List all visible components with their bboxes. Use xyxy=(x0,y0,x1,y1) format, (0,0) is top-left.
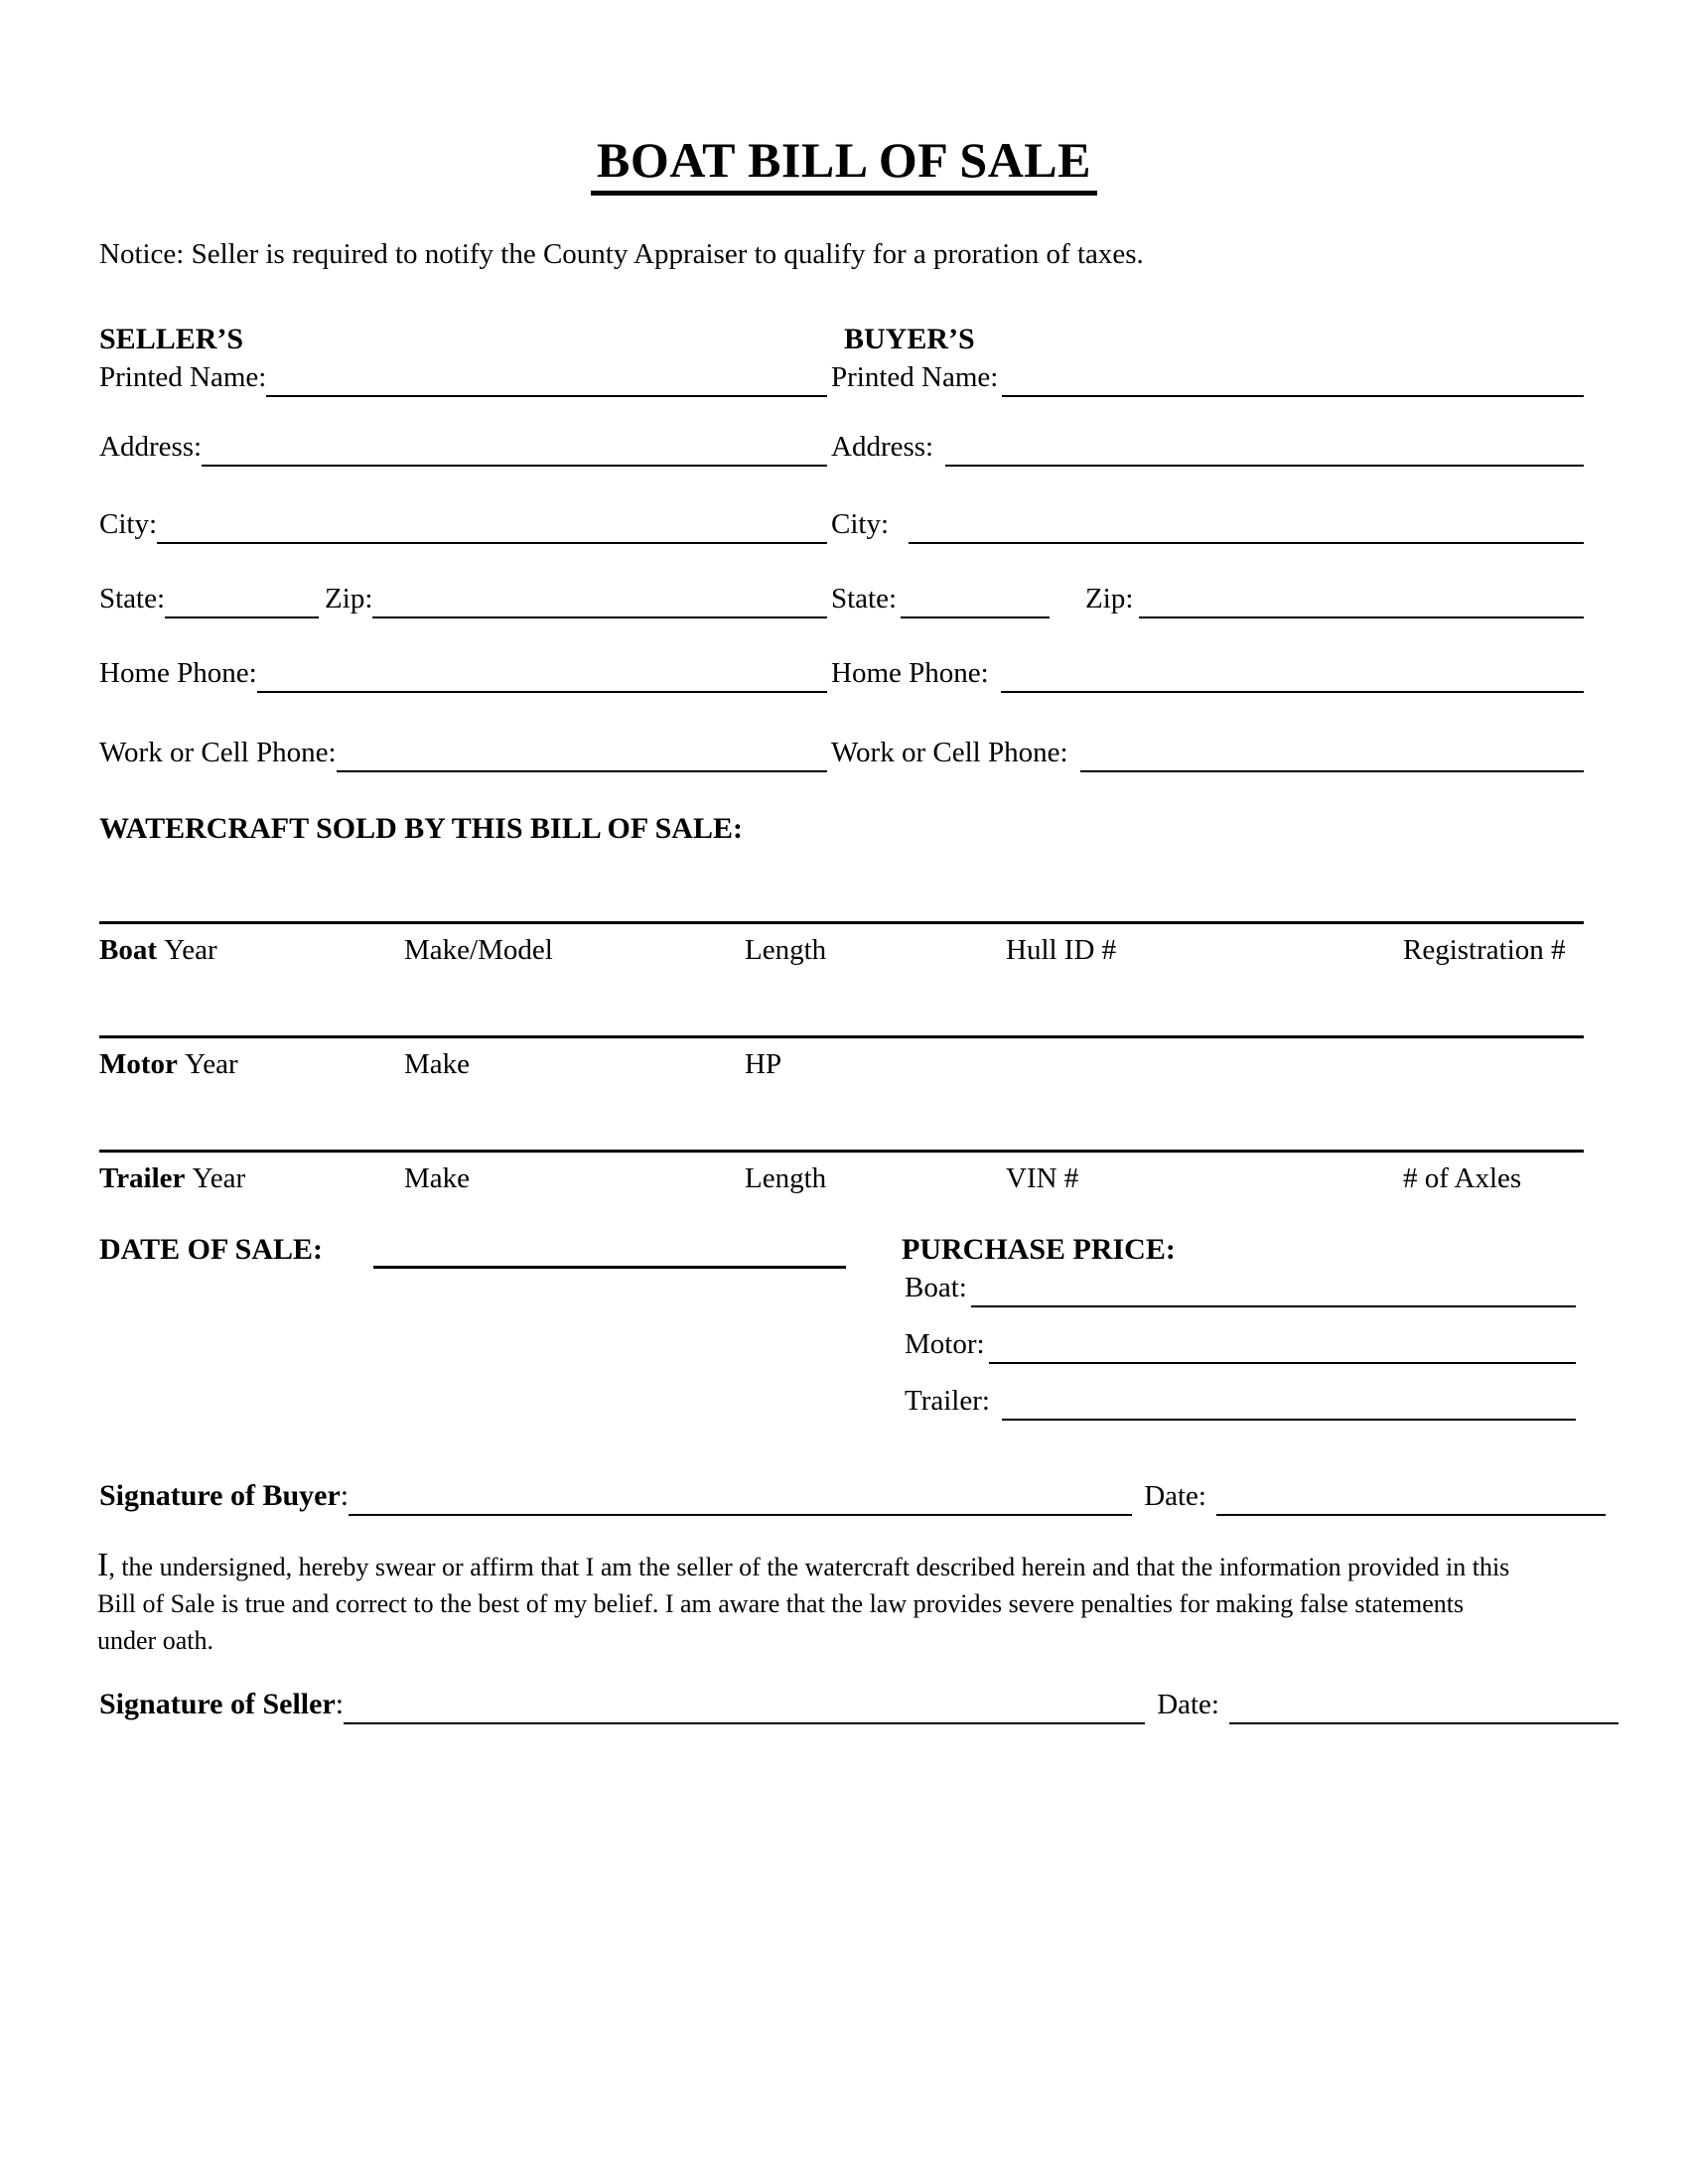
motor-name: Motor xyxy=(99,1048,178,1080)
boat-registration-header: Registration # xyxy=(1403,934,1566,966)
seller-printed-name-cell xyxy=(99,357,827,397)
seller-work-cell-phone-field[interactable] xyxy=(337,770,828,772)
seller-state-zip-cell xyxy=(99,579,827,618)
buyer-signature-row xyxy=(99,1474,1606,1516)
buyers-section-heading: BUYER’S xyxy=(844,323,975,355)
buyer-work-cell-phone-field[interactable] xyxy=(1080,770,1585,772)
boat-name: Boat xyxy=(99,934,157,966)
affidavit-lead-letter: I xyxy=(97,1547,109,1583)
date-of-sale-row xyxy=(99,1231,1584,1269)
boat-year-header xyxy=(99,934,217,967)
seller-affidavit-paragraph xyxy=(97,1547,1618,1659)
date-of-sale-field[interactable] xyxy=(373,1265,846,1269)
purchase-price-trailer-label: Trailer: xyxy=(905,1385,990,1417)
seller-printed-name-label: Printed Name: xyxy=(99,361,267,393)
buyer-signature-field[interactable] xyxy=(349,1514,1132,1516)
trailer-year-header xyxy=(99,1162,245,1195)
purchase-price-motor-field[interactable] xyxy=(989,1362,1576,1364)
buyer-signature-date-field[interactable] xyxy=(1216,1514,1606,1516)
sellers-section-heading: SELLER’S xyxy=(99,323,244,355)
date-of-sale-label: DATE OF SALE: xyxy=(99,1233,324,1266)
seller-city-cell xyxy=(99,504,827,544)
work-cell-phone-row xyxy=(99,733,1584,772)
seller-city-field[interactable] xyxy=(157,542,827,544)
buyer-city-cell xyxy=(831,504,1584,544)
buyer-state-zip-cell xyxy=(831,579,1584,618)
buyer-home-phone-label: Home Phone: xyxy=(831,657,989,689)
buyer-city-field[interactable] xyxy=(909,542,1584,544)
seller-home-phone-cell xyxy=(99,653,827,693)
buyer-printed-name-label: Printed Name: xyxy=(831,361,999,393)
seller-home-phone-field[interactable] xyxy=(257,691,827,693)
seller-signature-label xyxy=(99,1690,344,1724)
buyer-state-label: State: xyxy=(831,583,898,614)
seller-address-label: Address: xyxy=(99,431,203,463)
boat-length-header: Length xyxy=(745,934,827,966)
seller-date-label: Date: xyxy=(1157,1689,1219,1720)
affidavit-line-1 xyxy=(97,1547,1618,1585)
trailer-name: Trailer xyxy=(99,1162,186,1194)
buyer-home-phone-field[interactable] xyxy=(1001,691,1584,693)
motor-year-label: Year xyxy=(185,1048,238,1080)
affidavit-line-3: under oath. xyxy=(97,1626,213,1655)
buyer-address-label: Address: xyxy=(831,431,934,463)
seller-zip-field[interactable] xyxy=(372,616,827,618)
home-phone-row xyxy=(99,653,1584,693)
trailer-make-header: Make xyxy=(404,1162,471,1194)
motor-year-header xyxy=(99,1048,238,1081)
boat-make-model-header: Make/Model xyxy=(404,934,553,966)
seller-signature-colon: : xyxy=(335,1688,345,1720)
purchase-price-trailer-row xyxy=(905,1385,1576,1421)
title-block xyxy=(0,131,1688,196)
purchase-price-motor-label: Motor: xyxy=(905,1328,985,1360)
seller-work-cell-phone-label: Work or Cell Phone: xyxy=(99,737,337,768)
affidavit-line-2: Bill of Sale is true and correct to the best of my belief. I am aware that the law provides severe penalties for making false statements xyxy=(97,1589,1465,1618)
seller-state-label: State: xyxy=(99,583,166,614)
purchase-price-motor-row xyxy=(905,1328,1576,1364)
trailer-length-header: Length xyxy=(745,1162,827,1194)
buyer-signature-label xyxy=(99,1481,349,1516)
buyer-date-label: Date: xyxy=(1144,1480,1206,1512)
trailer-vin-header: VIN # xyxy=(1006,1162,1079,1194)
seller-work-cell-phone-cell xyxy=(99,733,827,772)
state-zip-row xyxy=(99,579,1584,618)
seller-address-cell xyxy=(99,427,827,467)
buyer-state-field[interactable] xyxy=(901,616,1050,618)
printed-name-row xyxy=(99,357,1584,397)
seller-signature-label-text: Signature of Seller xyxy=(99,1688,336,1720)
buyer-zip-label: Zip: xyxy=(1085,583,1134,614)
buyer-address-field[interactable] xyxy=(945,465,1584,467)
trailer-year-label: Year xyxy=(192,1162,246,1194)
buyer-work-cell-phone-cell xyxy=(831,733,1584,772)
motor-make-header: Make xyxy=(404,1048,471,1080)
buyer-work-cell-phone-label: Work or Cell Phone: xyxy=(831,737,1068,768)
purchase-price-boat-label: Boat: xyxy=(905,1272,967,1303)
watercraft-section-heading: WATERCRAFT SOLD BY THIS BILL OF SALE: xyxy=(99,812,743,845)
trailer-axles-header: # of Axles xyxy=(1403,1162,1522,1194)
notice-text: Notice: Seller is required to notify the County Appraiser to qualify for a proration of taxes. xyxy=(99,238,1144,270)
buyer-address-cell xyxy=(831,427,1584,467)
seller-address-field[interactable] xyxy=(202,465,827,467)
buyer-city-label: City: xyxy=(831,508,890,540)
trailer-table-row xyxy=(99,1150,1584,1204)
motor-hp-header: HP xyxy=(745,1048,782,1080)
affidavit-line-1-text: , the undersigned, hereby swear or affirm that I am the seller of the watercraft described herein and that the information provided in this xyxy=(108,1553,1510,1581)
purchase-price-heading: PURCHASE PRICE: xyxy=(902,1233,1176,1266)
purchase-price-boat-row xyxy=(905,1272,1576,1307)
seller-state-field[interactable] xyxy=(165,616,319,618)
buyer-home-phone-cell xyxy=(831,653,1584,693)
buyer-printed-name-field[interactable] xyxy=(1002,395,1584,397)
seller-printed-name-field[interactable] xyxy=(266,395,827,397)
buyer-zip-field[interactable] xyxy=(1139,616,1584,618)
address-row xyxy=(99,427,1584,467)
seller-city-label: City: xyxy=(99,508,158,540)
boat-hull-id-header: Hull ID # xyxy=(1006,934,1117,966)
document-title: BOAT BILL OF SALE xyxy=(591,131,1097,196)
seller-signature-field[interactable] xyxy=(344,1722,1145,1724)
seller-signature-date-field[interactable] xyxy=(1229,1722,1618,1724)
motor-table-row xyxy=(99,1035,1584,1090)
seller-home-phone-label: Home Phone: xyxy=(99,657,257,689)
purchase-price-boat-field[interactable] xyxy=(971,1305,1576,1307)
buyer-signature-label-text: Signature of Buyer xyxy=(99,1479,341,1512)
buyer-printed-name-cell xyxy=(831,357,1584,397)
purchase-price-trailer-field[interactable] xyxy=(1002,1419,1576,1421)
boat-year-label: Year xyxy=(164,934,217,966)
seller-zip-label: Zip: xyxy=(325,583,373,614)
city-row xyxy=(99,504,1584,544)
boat-table-row xyxy=(99,921,1584,976)
buyer-signature-colon: : xyxy=(340,1479,350,1512)
seller-signature-row xyxy=(99,1683,1618,1724)
